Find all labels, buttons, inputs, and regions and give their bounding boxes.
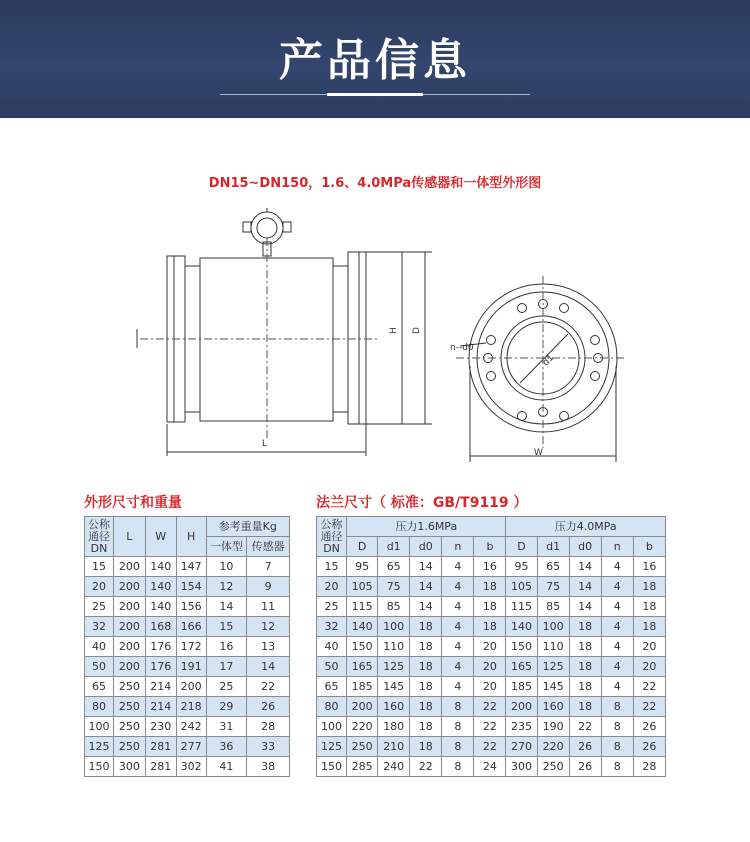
table-cell: 140 xyxy=(145,577,176,597)
table-row xyxy=(317,757,666,777)
table-cell: 26 xyxy=(633,717,665,737)
table-cell: 125 xyxy=(378,657,410,677)
table-cell: 200 xyxy=(113,637,145,657)
table-cell: 166 xyxy=(176,617,206,637)
table-cell: 25 xyxy=(317,597,347,617)
table-cell: 14 xyxy=(410,557,442,577)
outline-drawing xyxy=(120,198,640,468)
table-cell: 8 xyxy=(442,737,474,757)
table-cell: 156 xyxy=(176,597,206,617)
table-cell: 100 xyxy=(537,617,569,637)
table-cell: 13 xyxy=(247,637,290,657)
table-cell: 18 xyxy=(633,617,665,637)
table-cell: 281 xyxy=(145,737,176,757)
table-cell: 160 xyxy=(378,697,410,717)
table-cell: 32 xyxy=(317,617,347,637)
table-cell: 18 xyxy=(410,617,442,637)
table-cell: 165 xyxy=(347,657,378,677)
table-cell: 20 xyxy=(474,677,506,697)
table-cell: 145 xyxy=(378,677,410,697)
table-cell: 140 xyxy=(145,597,176,617)
label-nd0: n--d0 xyxy=(450,343,474,353)
table-cell: 18 xyxy=(569,697,601,717)
table-cell: 18 xyxy=(410,677,442,697)
table-cell: 4 xyxy=(442,637,474,657)
table-cell: 15 xyxy=(85,557,114,577)
header-sub: b xyxy=(633,537,665,557)
header-pressure-40: 压力4.0MPa xyxy=(506,517,666,537)
table-cell: 22 xyxy=(633,677,665,697)
title-underline-accent xyxy=(327,93,423,96)
table-cell: 250 xyxy=(347,737,378,757)
table-row xyxy=(85,597,290,617)
header-sub: d0 xyxy=(569,537,601,557)
table-cell: 16 xyxy=(474,557,506,577)
table-cell: 200 xyxy=(113,557,145,577)
table-cell: 100 xyxy=(85,717,114,737)
table-cell: 140 xyxy=(347,617,378,637)
table-row xyxy=(317,677,666,697)
table-cell: 20 xyxy=(633,657,665,677)
table-row xyxy=(317,737,666,757)
header-weight: 参考重量Kg xyxy=(206,517,289,537)
table-cell: 185 xyxy=(506,677,537,697)
table-cell: 18 xyxy=(474,577,506,597)
table-cell: 250 xyxy=(113,697,145,717)
table-cell: 150 xyxy=(506,637,537,657)
table-cell: 100 xyxy=(378,617,410,637)
header-pressure-16: 压力1.6MPa xyxy=(347,517,506,537)
table-cell: 250 xyxy=(113,737,145,757)
dims-title: 外形尺寸和重量 xyxy=(84,495,182,511)
table-row xyxy=(317,597,666,617)
table-cell: 12 xyxy=(247,617,290,637)
table-cell: 8 xyxy=(601,737,633,757)
label-w: W xyxy=(534,448,543,458)
table-cell: 300 xyxy=(506,757,537,777)
table-cell: 18 xyxy=(633,597,665,617)
table-cell: 32 xyxy=(85,617,114,637)
table-cell: 18 xyxy=(410,637,442,657)
header-dn: 公称 通径 DN xyxy=(85,517,114,557)
table-cell: 18 xyxy=(410,737,442,757)
table-cell: 22 xyxy=(474,697,506,717)
table-cell: 20 xyxy=(85,577,114,597)
header-sub: n xyxy=(442,537,474,557)
table-cell: 26 xyxy=(247,697,290,717)
table-cell: 125 xyxy=(317,737,347,757)
table-cell: 18 xyxy=(569,657,601,677)
table-cell: 22 xyxy=(474,737,506,757)
table-cell: 50 xyxy=(317,657,347,677)
header-h: H xyxy=(176,517,206,557)
table-cell: 4 xyxy=(601,677,633,697)
flange-end-view xyxy=(460,284,617,462)
table-cell: 210 xyxy=(378,737,410,757)
table-cell: 281 xyxy=(145,757,176,777)
table-cell: 220 xyxy=(537,737,569,757)
table-cell: 172 xyxy=(176,637,206,657)
table-cell: 214 xyxy=(145,677,176,697)
header-sensor: 传感器 xyxy=(247,537,290,557)
table-row xyxy=(317,617,666,637)
table-cell: 15 xyxy=(317,557,347,577)
table-cell: 4 xyxy=(442,617,474,637)
table-cell: 65 xyxy=(317,677,347,697)
table-cell: 14 xyxy=(569,597,601,617)
table-cell: 200 xyxy=(113,657,145,677)
table-cell: 125 xyxy=(537,657,569,677)
header-integrated: 一体型 xyxy=(206,537,247,557)
table-cell: 4 xyxy=(442,657,474,677)
table-cell: 150 xyxy=(85,757,114,777)
table-cell: 168 xyxy=(145,617,176,637)
table-cell: 9 xyxy=(247,577,290,597)
table-cell: 140 xyxy=(145,557,176,577)
table-cell: 31 xyxy=(206,717,247,737)
table-cell: 18 xyxy=(410,717,442,737)
table-cell: 105 xyxy=(347,577,378,597)
table-cell: 14 xyxy=(569,577,601,597)
table-cell: 75 xyxy=(378,577,410,597)
table-row xyxy=(85,577,290,597)
table-cell: 12 xyxy=(206,577,247,597)
table-cell: 4 xyxy=(442,597,474,617)
table-cell: 85 xyxy=(378,597,410,617)
table-cell: 10 xyxy=(206,557,247,577)
table-cell: 22 xyxy=(474,717,506,737)
table-row xyxy=(85,557,290,577)
table-cell: 176 xyxy=(145,657,176,677)
table-cell: 33 xyxy=(247,737,290,757)
table-cell: 24 xyxy=(474,757,506,777)
header-sub: d0 xyxy=(410,537,442,557)
table-cell: 16 xyxy=(633,557,665,577)
table-cell: 220 xyxy=(347,717,378,737)
table-cell: 4 xyxy=(601,657,633,677)
table-cell: 20 xyxy=(633,637,665,657)
table-cell: 147 xyxy=(176,557,206,577)
table-cell: 200 xyxy=(506,697,537,717)
table-cell: 18 xyxy=(474,617,506,637)
table-cell: 50 xyxy=(85,657,114,677)
table-cell: 4 xyxy=(442,557,474,577)
table-cell: 200 xyxy=(176,677,206,697)
table-cell: 26 xyxy=(569,737,601,757)
table-row xyxy=(317,577,666,597)
header-sub: D xyxy=(506,537,537,557)
table-cell: 18 xyxy=(569,677,601,697)
table-cell: 115 xyxy=(347,597,378,617)
table-cell: 4 xyxy=(601,557,633,577)
table-cell: 65 xyxy=(85,677,114,697)
label-h: H xyxy=(389,327,399,334)
table-cell: 214 xyxy=(145,697,176,717)
table-cell: 18 xyxy=(410,697,442,717)
table-cell: 250 xyxy=(113,717,145,737)
table-row xyxy=(317,697,666,717)
table-row xyxy=(317,557,666,577)
table-cell: 22 xyxy=(633,697,665,717)
table-cell: 185 xyxy=(347,677,378,697)
header-dn: 公称 通径 DN xyxy=(317,517,347,557)
table-cell: 165 xyxy=(506,657,537,677)
label-d1: d1 xyxy=(541,352,557,369)
table-cell: 29 xyxy=(206,697,247,717)
table-cell: 200 xyxy=(113,577,145,597)
table-cell: 200 xyxy=(113,597,145,617)
table-cell: 270 xyxy=(506,737,537,757)
table-cell: 36 xyxy=(206,737,247,757)
table-cell: 250 xyxy=(537,757,569,777)
table-row xyxy=(85,757,290,777)
table-cell: 14 xyxy=(206,597,247,617)
header-w: W xyxy=(145,517,176,557)
table-cell: 26 xyxy=(633,737,665,757)
header-l: L xyxy=(113,517,145,557)
table-cell: 14 xyxy=(569,557,601,577)
table-cell: 8 xyxy=(601,717,633,737)
table-cell: 125 xyxy=(85,737,114,757)
table-cell: 75 xyxy=(537,577,569,597)
header-sub: b xyxy=(474,537,506,557)
table-cell: 80 xyxy=(317,697,347,717)
table-cell: 140 xyxy=(506,617,537,637)
table-cell: 14 xyxy=(410,597,442,617)
table-row xyxy=(317,637,666,657)
table-cell: 40 xyxy=(85,637,114,657)
table-cell: 110 xyxy=(537,637,569,657)
table-cell: 18 xyxy=(569,617,601,637)
table-cell: 18 xyxy=(569,637,601,657)
table-row xyxy=(85,717,290,737)
table-row xyxy=(85,657,290,677)
table-cell: 16 xyxy=(206,637,247,657)
table-cell: 11 xyxy=(247,597,290,617)
table-cell: 17 xyxy=(206,657,247,677)
table-cell: 277 xyxy=(176,737,206,757)
table-cell: 240 xyxy=(378,757,410,777)
table-row xyxy=(317,717,666,737)
table-cell: 38 xyxy=(247,757,290,777)
table-cell: 95 xyxy=(506,557,537,577)
table-cell: 105 xyxy=(506,577,537,597)
table-cell: 235 xyxy=(506,717,537,737)
table-cell: 8 xyxy=(601,697,633,717)
table-cell: 40 xyxy=(317,637,347,657)
table-cell: 4 xyxy=(601,617,633,637)
table-cell: 150 xyxy=(317,757,347,777)
table-row xyxy=(85,737,290,757)
table-cell: 15 xyxy=(206,617,247,637)
table-cell: 8 xyxy=(442,757,474,777)
table-cell: 95 xyxy=(347,557,378,577)
table-cell: 242 xyxy=(176,717,206,737)
table-cell: 300 xyxy=(113,757,145,777)
table-cell: 20 xyxy=(474,637,506,657)
table-cell: 8 xyxy=(601,757,633,777)
table-cell: 26 xyxy=(569,757,601,777)
table-cell: 302 xyxy=(176,757,206,777)
table-cell: 4 xyxy=(601,597,633,617)
table-cell: 4 xyxy=(442,577,474,597)
figure-caption: DN15~DN150，1.6、4.0MPa传感器和一体型外形图 xyxy=(208,176,542,191)
table-cell: 100 xyxy=(317,717,347,737)
table-cell: 200 xyxy=(113,617,145,637)
table-cell: 80 xyxy=(85,697,114,717)
table-cell: 65 xyxy=(537,557,569,577)
table-cell: 28 xyxy=(633,757,665,777)
table-cell: 8 xyxy=(442,717,474,737)
dims-table xyxy=(84,516,290,777)
table-cell: 176 xyxy=(145,637,176,657)
table-row xyxy=(85,697,290,717)
header-sub: n xyxy=(601,537,633,557)
header-sub: d1 xyxy=(378,537,410,557)
table-cell: 285 xyxy=(347,757,378,777)
flange-table xyxy=(316,516,666,777)
page-title: 产品信息 xyxy=(279,35,471,86)
table-cell: 20 xyxy=(474,657,506,677)
table-cell: 4 xyxy=(601,637,633,657)
table-row xyxy=(317,657,666,677)
table-cell: 230 xyxy=(145,717,176,737)
table-row xyxy=(85,677,290,697)
table-cell: 115 xyxy=(506,597,537,617)
table-cell: 160 xyxy=(537,697,569,717)
header-sub: d1 xyxy=(537,537,569,557)
table-cell: 85 xyxy=(537,597,569,617)
table-cell: 4 xyxy=(442,677,474,697)
converter-head xyxy=(243,208,291,256)
table-cell: 150 xyxy=(347,637,378,657)
table-cell: 41 xyxy=(206,757,247,777)
table-cell: 18 xyxy=(474,597,506,617)
table-cell: 4 xyxy=(601,577,633,597)
table-cell: 65 xyxy=(378,557,410,577)
label-d: D xyxy=(412,327,422,334)
table-cell: 14 xyxy=(410,577,442,597)
table-cell: 154 xyxy=(176,577,206,597)
table-cell: 8 xyxy=(442,697,474,717)
flange-title: 法兰尺寸（ 标准：GB/T9119 ） xyxy=(316,495,528,511)
table-cell: 218 xyxy=(176,697,206,717)
table-cell: 14 xyxy=(247,657,290,677)
table-cell: 7 xyxy=(247,557,290,577)
table-cell: 190 xyxy=(537,717,569,737)
table-cell: 22 xyxy=(569,717,601,737)
table-cell: 25 xyxy=(85,597,114,617)
table-cell: 18 xyxy=(633,577,665,597)
table-cell: 22 xyxy=(410,757,442,777)
table-row xyxy=(85,617,290,637)
table-cell: 25 xyxy=(206,677,247,697)
table-cell: 250 xyxy=(113,677,145,697)
label-l: L xyxy=(262,439,268,449)
table-cell: 145 xyxy=(537,677,569,697)
table-cell: 200 xyxy=(347,697,378,717)
header-banner xyxy=(0,0,750,118)
table-cell: 28 xyxy=(247,717,290,737)
table-row xyxy=(85,637,290,657)
table-cell: 20 xyxy=(317,577,347,597)
table-cell: 110 xyxy=(378,637,410,657)
right-flange xyxy=(348,252,366,424)
header-sub: D xyxy=(347,537,378,557)
table-cell: 18 xyxy=(410,657,442,677)
table-cell: 180 xyxy=(378,717,410,737)
table-cell: 191 xyxy=(176,657,206,677)
table-cell: 22 xyxy=(247,677,290,697)
